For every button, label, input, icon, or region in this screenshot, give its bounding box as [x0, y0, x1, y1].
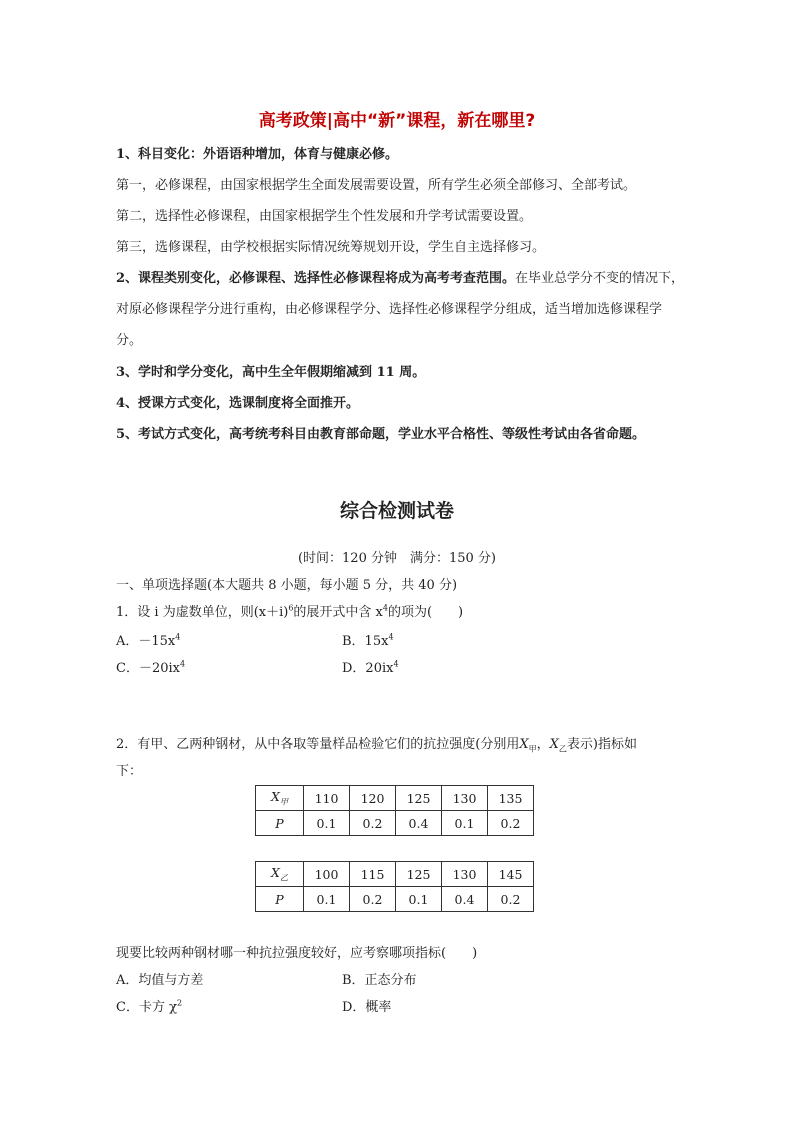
q1-option-c — [116, 657, 185, 676]
q1-option-c-text: C．－20ix — [116, 661, 180, 676]
exam-title: 综合检测试卷 — [339, 500, 454, 522]
table-cell: 0.4 — [442, 887, 488, 912]
q1-option-d-text: D．20ix — [342, 661, 394, 676]
table-cell: 125 — [396, 862, 442, 887]
q2-option-b: B．正态分布 — [342, 973, 417, 988]
policy-line-2: 第二，选择性必修课程，由国家根据学生个性发展和升学考试需要设置。 — [116, 209, 533, 224]
table-row — [256, 887, 534, 912]
table-cell: 0.1 — [304, 811, 350, 836]
section-heading: 一、单项选择题(本大题共 8 小题，每小题 5 分，共 40 分) — [116, 578, 458, 593]
table-cell: 125 — [396, 786, 442, 811]
q1-stem-part: 的展开式中含 x — [293, 605, 383, 620]
policy-item-2-body: 在毕业总学分不变的情况下，对原必修课程学分进行重构，由必修课程学分、选择性必修课程学分组成，适当增加选修课程学分。 — [116, 271, 685, 348]
table-cell: 145 — [488, 862, 534, 887]
table-cell: 120 — [350, 786, 396, 811]
policy-line-3: 第三，选修课程，由学校根据实际情况统筹规划开设，学生自主选择修习。 — [116, 240, 546, 255]
q1-option-a — [116, 630, 180, 649]
table-cell: 0.2 — [350, 811, 396, 836]
q2-option-c-text: C．卡方 χ — [116, 1000, 177, 1015]
q2-stem-part: 2．有甲、乙两种钢材，从中各取等量样品检验它们的抗拉强度(分别用 — [116, 737, 520, 752]
q2-option-c — [116, 996, 182, 1015]
q2-sub-yi: 乙 — [558, 744, 567, 754]
policy-item-4: 4、授课方式变化，选课制度将全面推开。 — [116, 396, 360, 411]
q2-option-d: D．概率 — [342, 1000, 392, 1015]
q1-option-a-exp: 4 — [175, 632, 181, 642]
distribution-table-jia — [255, 785, 534, 836]
table-cell: 0.1 — [442, 811, 488, 836]
policy-item-1: 1、科目变化：外语语种增加，体育与健康必修。 — [116, 147, 399, 162]
question-1-stem — [116, 601, 463, 620]
header-sub: 甲 — [279, 797, 288, 807]
q1-option-d-exp: 4 — [393, 659, 399, 669]
policy-item-2 — [116, 263, 686, 356]
headline: 高考政策|高中“新”课程，新在哪里? — [258, 111, 536, 131]
q1-stem-part: 1．设 i 为虚数单位，则(x＋i) — [116, 605, 289, 620]
table-cell: 0.4 — [396, 811, 442, 836]
table-cell: 100 — [304, 862, 350, 887]
table-cell: 0.2 — [488, 887, 534, 912]
table-header-cell — [256, 862, 304, 887]
q1-exponent: 4 — [382, 603, 388, 613]
q2-option-c-exp: 2 — [176, 998, 183, 1008]
q2-sub-jia: 甲 — [528, 744, 537, 754]
exam-time-info: (时间：120 分钟 满分：150 分) — [297, 551, 497, 566]
distribution-table-yi — [255, 861, 534, 912]
table-cell: 110 — [304, 786, 350, 811]
table-header-cell — [256, 786, 304, 811]
table-cell: 0.1 — [304, 887, 350, 912]
policy-item-3: 3、学时和学分变化，高中生全年假期缩减到 11 周。 — [116, 365, 426, 380]
question-2-stem-cont: 下： — [116, 764, 143, 779]
table-header-cell: P — [256, 811, 304, 836]
table-cell: 0.2 — [350, 887, 396, 912]
table-header-cell: P — [256, 887, 304, 912]
q2-comma: ， — [536, 737, 550, 752]
table-cell: 130 — [442, 862, 488, 887]
q1-option-d — [342, 657, 399, 676]
q1-option-b-exp: 4 — [388, 632, 394, 642]
q2-option-a: A．均值与方差 — [116, 973, 204, 988]
q1-stem-part: 的项为( ) — [387, 605, 464, 620]
table-cell: 135 — [488, 786, 534, 811]
question-2-stem — [116, 733, 637, 755]
q2-var-x: X — [519, 737, 529, 752]
q1-option-b-text: B．15x — [342, 634, 389, 649]
header-sub: 乙 — [279, 873, 288, 883]
table-row — [256, 811, 534, 836]
policy-item-5: 5、考试方式变化，高考统考科目由教育部命题，学业水平合格性、等级性考试由各省命题。 — [116, 427, 646, 442]
table-cell: 0.1 — [396, 887, 442, 912]
q1-option-c-exp: 4 — [179, 659, 186, 669]
table-cell: 0.2 — [488, 811, 534, 836]
policy-item-2-heading: 2、课程类别变化，必修课程、选择性必修课程将成为高考考查范围。 — [116, 271, 516, 286]
q2-stem-part: 表示)指标如 — [566, 737, 637, 752]
header-x: X — [271, 788, 280, 804]
header-x: X — [271, 864, 280, 880]
q1-option-b — [342, 630, 394, 649]
table-cell: 115 — [350, 862, 396, 887]
question-2-prompt: 现要比较两种钢材哪一种抗拉强度较好，应考察哪项指标( ) — [116, 946, 478, 961]
table-row — [256, 786, 534, 811]
table-cell: 130 — [442, 786, 488, 811]
policy-line-1: 第一，必修课程，由国家根据学生全面发展需要设置，所有学生必须全部修习、全部考试。 — [116, 178, 637, 193]
table-row — [256, 862, 534, 887]
q1-exponent: 6 — [288, 603, 294, 613]
q2-var-x: X — [549, 737, 559, 752]
q1-option-a-text: A．－15x — [116, 634, 176, 649]
